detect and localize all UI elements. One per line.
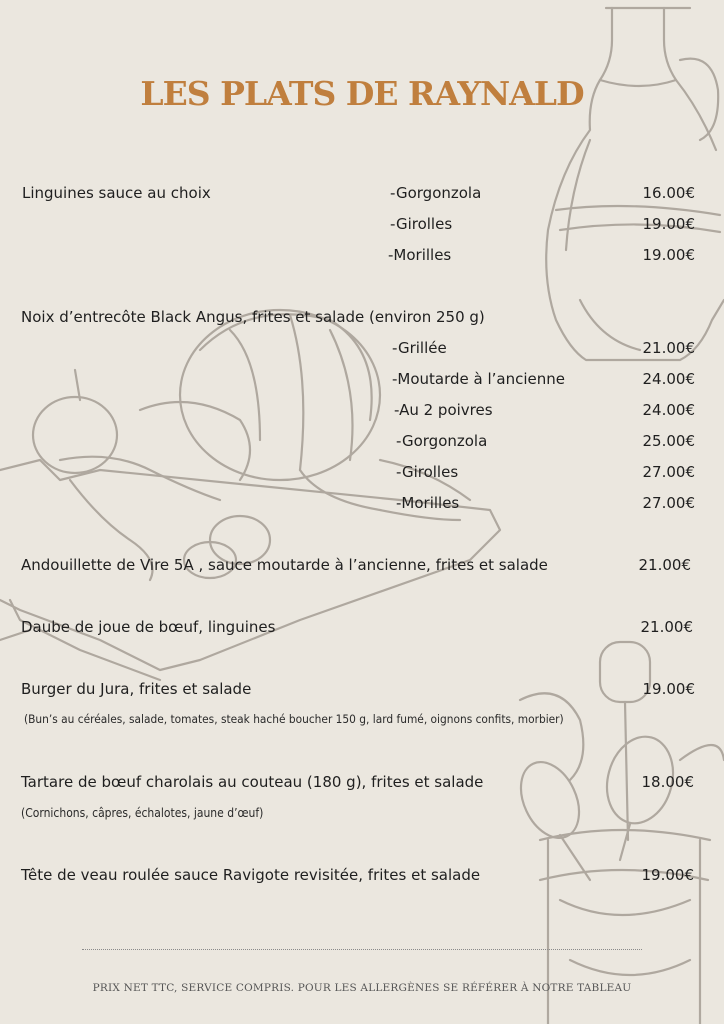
dish-name-daube: Daube de joue de bœuf, linguines bbox=[21, 618, 276, 636]
option-price: 19.00€ bbox=[642, 246, 695, 264]
dish-price: 19.00€ bbox=[641, 866, 694, 884]
dish-price: 21.00€ bbox=[640, 618, 693, 636]
dish-name-burger: Burger du Jura, frites et salade bbox=[21, 680, 252, 698]
option-label: -Girolles bbox=[396, 463, 459, 481]
option-label: -Morilles bbox=[388, 246, 452, 264]
dish-name-linguines: Linguines sauce au choix bbox=[22, 184, 211, 202]
option-price: 16.00€ bbox=[642, 184, 695, 202]
option-label: -Grillée bbox=[392, 339, 447, 357]
spoon-jar-illustration bbox=[510, 642, 724, 1024]
dish-price: 21.00€ bbox=[638, 556, 691, 574]
option-label: -Girolles bbox=[390, 215, 453, 233]
option-price: 27.00€ bbox=[642, 494, 695, 512]
dish-price: 19.00€ bbox=[642, 680, 695, 698]
option-price: 21.00€ bbox=[642, 339, 695, 357]
option-price: 24.00€ bbox=[642, 370, 695, 388]
option-price: 19.00€ bbox=[642, 215, 695, 233]
footer-divider bbox=[82, 949, 642, 950]
option-price: 27.00€ bbox=[642, 463, 695, 481]
dish-note-tartare: (Cornichons, câpres, échalotes, jaune d’œuf) bbox=[21, 806, 264, 820]
option-price: 25.00€ bbox=[642, 432, 695, 450]
option-label: -Gorgonzola bbox=[396, 432, 488, 450]
dish-price: 18.00€ bbox=[641, 773, 694, 791]
dish-note-burger: (Bun’s au céréales, salade, tomates, steak haché boucher 150 g, lard fumé, oignons confits, morbier) bbox=[24, 712, 564, 726]
footer-note: PRIX NET TTC, SERVICE COMPRIS. POUR LES ALLERGÈNES SE RÉFÉRER À NOTRE TABLEAU bbox=[92, 982, 632, 994]
option-label: -Gorgonzola bbox=[390, 184, 482, 202]
option-price: 24.00€ bbox=[642, 401, 695, 419]
dish-name-tartare: Tartare de bœuf charolais au couteau (180 g), frites et salade bbox=[21, 773, 484, 791]
dish-name-andouillette: Andouillette de Vire 5A , sauce moutarde à l’ancienne, frites et salade bbox=[21, 556, 548, 574]
option-label: -Morilles bbox=[396, 494, 460, 512]
option-label: -Au 2 poivres bbox=[394, 401, 493, 419]
dish-name-entrecote: Noix d’entrecôte Black Angus, frites et salade (environ 250 g) bbox=[21, 308, 485, 326]
option-label: -Moutarde à l’ancienne bbox=[392, 370, 566, 388]
page-title: LES PLATS DE RAYNALD bbox=[140, 74, 584, 113]
dish-name-tete-de-veau: Tête de veau roulée sauce Ravigote revisitée, frites et salade bbox=[21, 866, 481, 884]
